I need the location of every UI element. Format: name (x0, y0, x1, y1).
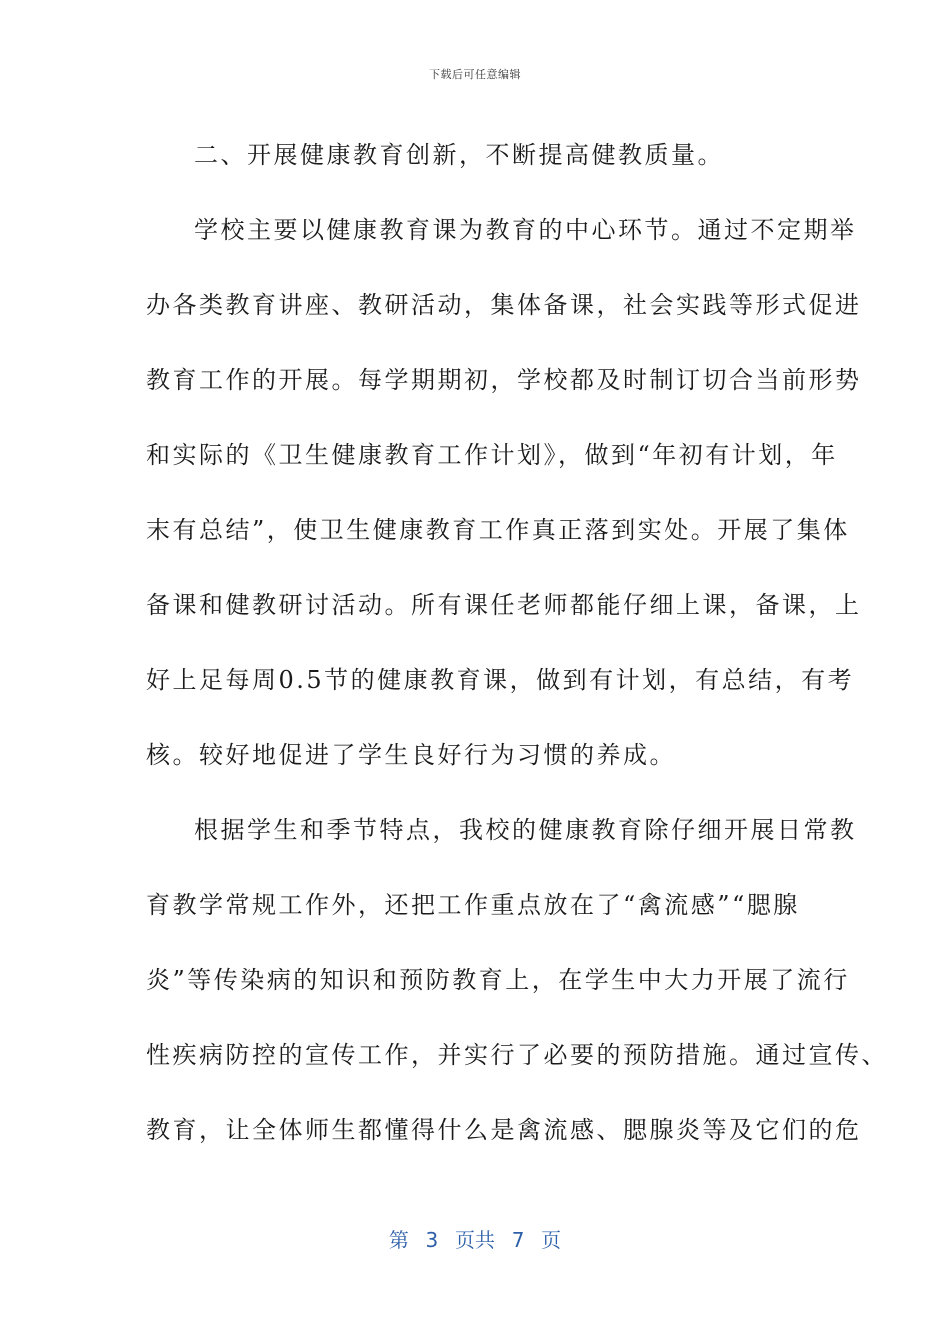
paragraph-line: 炎”等传染病的知识和预防教育上，在学生中大力开展了流行 (146, 966, 850, 994)
paragraph-line: 性疾病防控的宣传工作，并实行了必要的预防措施。通过宣传、 (146, 1041, 888, 1069)
paragraph-line: 和实际的《卫生健康教育工作计划》，做到“年初有计划，年 (146, 441, 838, 469)
paragraph-line: 教育，让全体师生都懂得什么是禽流感、腮腺炎等及它们的危 (146, 1116, 862, 1144)
page-number: 第 3 页共 7 页 (388, 1228, 562, 1252)
paragraph-line: 办各类教育讲座、教研活动，集体备课，社会实践等形式促进 (146, 291, 862, 319)
section-heading: 二、开展健康教育创新，不断提高健教质量。 (194, 141, 724, 169)
paragraph-line: 学校主要以健康教育课为教育的中心环节。通过不定期举 (194, 216, 857, 244)
header-note: 下载后可任意编辑 (429, 68, 521, 81)
paragraph-line: 备课和健教研讨活动。所有课任老师都能仔细上课，备课，上 (146, 591, 862, 619)
paragraph-line: 根据学生和季节特点，我校的健康教育除仔细开展日常教 (194, 816, 857, 844)
document-body (146, 118, 888, 1168)
paragraph-line: 末有总结”，使卫生健康教育工作真正落到实处。开展了集体 (146, 516, 850, 544)
paragraph-line: 好上足每周0.5节的健康教育课，做到有计划，有总结，有考 (146, 666, 855, 694)
paragraph-line: 教育工作的开展。每学期期初，学校都及时制订切合当前形势 (146, 366, 862, 394)
paragraph-line: 育教学常规工作外，还把工作重点放在了“禽流感”“腮腺 (146, 891, 800, 919)
paragraph-line: 核。较好地促进了学生良好行为习惯的养成。 (146, 741, 676, 769)
